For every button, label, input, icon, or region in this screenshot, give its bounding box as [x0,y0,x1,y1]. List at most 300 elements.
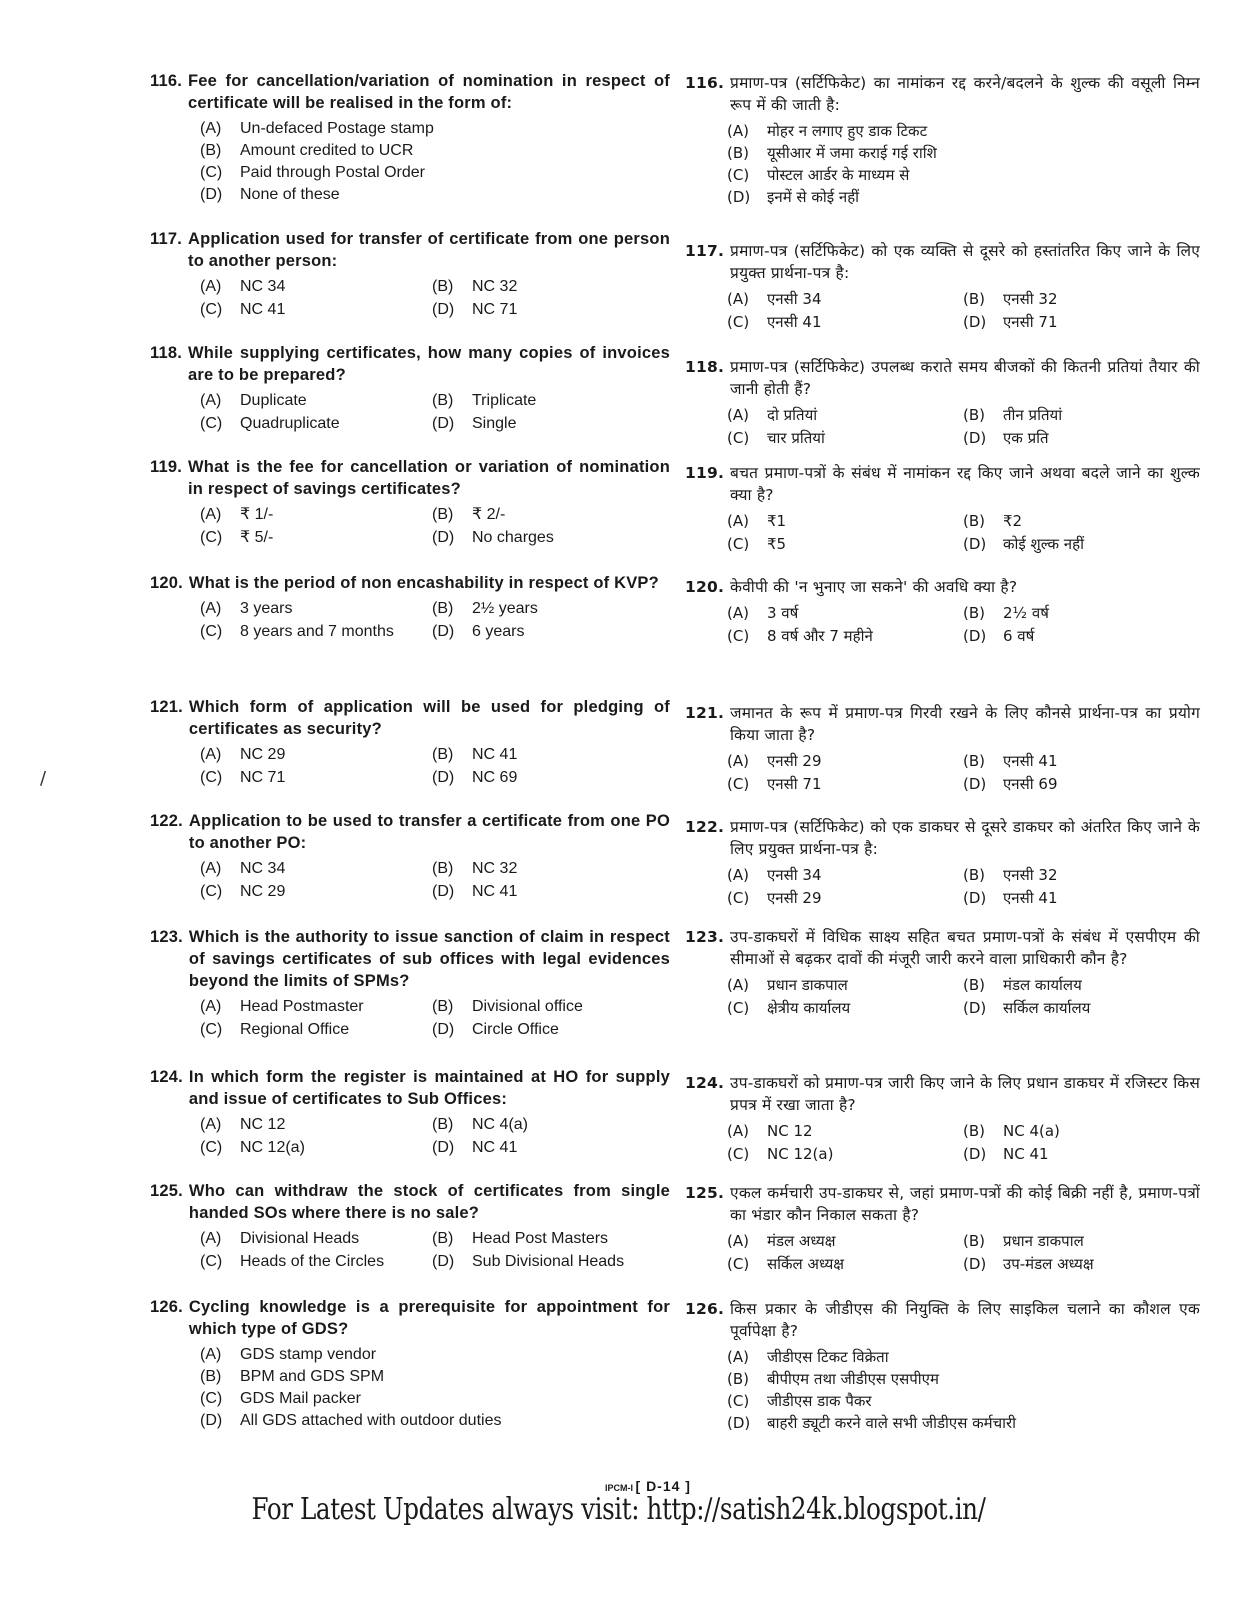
options-group [727,974,1200,1019]
option-text: 2½ years [472,600,538,617]
option-b[interactable] [963,750,1193,772]
option-b[interactable] [432,744,672,766]
option-letter: (D) [727,1414,751,1432]
option-letter: (B) [432,278,454,295]
question-118 [685,356,1200,449]
option-text: NC 4(a) [1003,1122,1060,1140]
option-a[interactable] [200,1114,432,1136]
option-letter: (A) [200,506,222,523]
options-group [727,404,1200,449]
option-c[interactable] [200,527,432,549]
option-d[interactable] [727,1412,1200,1434]
question-number: 119. [150,458,183,476]
option-c[interactable] [200,1251,432,1273]
option-d[interactable] [963,625,1193,647]
option-text: इनमें से कोई नहीं [767,188,860,206]
question-stem [685,576,1200,598]
question-stem [150,696,670,740]
question-stem [685,72,1200,116]
option-letter: (A) [200,1116,222,1133]
question-124 [150,1066,670,1159]
option-text: उप-मंडल अध्यक्ष [1003,1255,1094,1273]
option-c[interactable] [200,621,432,643]
option-text: पोस्टल आर्डर के माध्यम से [767,166,910,184]
option-d[interactable] [963,427,1193,449]
question-122 [685,816,1200,909]
option-a[interactable] [200,1344,670,1366]
option-text: Head Postmaster [240,998,364,1015]
option-letter: (B) [432,600,454,617]
option-letter: (B) [200,142,222,159]
option-d[interactable] [963,311,1193,333]
option-text: मंडल कार्यालय [1003,976,1082,994]
question-text: Which is the authority to issue sanction of claim in respect of savings certificates of sub offices with legal evidences beyond the limits of SPMs? [188,928,670,990]
option-letter: (B) [432,746,454,763]
option-text: NC 71 [472,301,518,318]
option-b[interactable] [432,1114,672,1136]
option-text: 6 वर्ष [1003,627,1035,645]
option-a[interactable] [727,404,963,426]
options-group [727,1346,1200,1434]
option-letter: (C) [200,164,223,181]
option-text: एनसी 32 [1003,866,1058,884]
question-text: Which form of application will be used for pledging of certificates as security? [188,698,670,738]
question-number: 117. [685,242,725,260]
option-c[interactable] [727,1143,963,1165]
option-letter: (A) [727,752,749,770]
option-b[interactable] [432,276,672,298]
option-d[interactable] [432,413,672,435]
option-text: एनसी 71 [1003,313,1058,331]
option-text: Heads of the Circles [240,1253,385,1270]
option-b[interactable] [432,504,672,526]
question-text: बचत प्रमाण-पत्रों के संबंध में नामांकन रद्द किए जाने अथवा बदले जाने का शुल्क क्या है? [730,464,1200,504]
option-text: NC 41 [472,883,518,900]
option-letter: (B) [963,976,985,994]
option-letter: (D) [432,415,455,432]
option-a[interactable] [727,1120,963,1142]
option-letter: (B) [727,144,749,162]
option-letter: (C) [200,769,223,786]
option-c[interactable] [727,311,963,333]
option-text: None of these [240,186,340,203]
option-letter: (C) [727,166,750,184]
option-letter: (A) [727,290,749,308]
option-text: ₹5 [767,535,787,553]
option-text: NC 71 [240,769,286,786]
options-group [200,1228,670,1273]
option-text: बीपीएम तथा जीडीएस एसपीएम [767,1370,939,1388]
option-text: NC 41 [1003,1145,1049,1163]
option-d[interactable] [963,887,1193,909]
options-group [727,602,1200,647]
question-number: 124. [685,1074,725,1092]
option-b[interactable] [432,598,672,620]
question-text: प्रमाण-पत्र (सर्टिफिकेट) उपलब्ध कराते समय बीजकों की कितनी प्रतियां तैयार की जानी होती हैं? [730,358,1200,398]
option-text: NC 41 [472,746,518,763]
question-text: Who can withdraw the stock of certificates from single handed SOs where there is no sale? [188,1182,670,1222]
option-letter: (A) [200,278,222,295]
option-text: 6 years [472,623,525,640]
question-118 [150,342,670,435]
option-a[interactable] [727,510,963,532]
question-stem [150,926,670,992]
option-b[interactable] [963,1230,1193,1252]
option-letter: (B) [963,752,985,770]
option-letter: (C) [200,301,223,318]
option-b[interactable] [727,142,1200,164]
option-b[interactable] [963,864,1193,886]
options-group [200,276,670,321]
option-a[interactable] [200,118,670,140]
option-text: एनसी 69 [1003,775,1058,793]
question-stem [150,572,670,594]
option-a[interactable] [200,390,432,412]
option-c[interactable] [727,773,963,795]
question-number: 118. [685,358,725,376]
option-letter: (B) [963,290,985,308]
option-text: NC 41 [240,301,286,318]
option-text: NC 12(a) [767,1145,834,1163]
option-text: कोई शुल्क नहीं [1003,535,1084,553]
question-text: उप-डाकघरों में विधिक साक्ष्य सहित बचत प्रमाण-पत्रों के संबंध में एसपीएम की सीमाओं से बढ़कर दावों की मंजूरी जारी करने वाला प्राधिकारी कौन है? [730,928,1200,968]
question-117 [150,228,670,321]
option-d[interactable] [432,621,672,643]
option-b[interactable] [200,1366,670,1388]
question-number: 117. [150,230,183,248]
option-text: एनसी 41 [1003,752,1058,770]
question-text: उप-डाकघरों को प्रमाण-पत्र जारी किए जाने के लिए प्रधान डाकघर में रजिस्टर किस प्रपत्र में रखा जाता है? [730,1074,1200,1114]
question-text: केवीपी की 'न भुनाए जा सकने' की अवधि क्या है? [730,578,1018,596]
option-letter: (D) [963,775,987,793]
question-text: किस प्रकार के जीडीएस की नियुक्ति के लिए साइकिल चलाने का कौशल एक पूर्वापेक्षा है? [730,1300,1200,1340]
option-a[interactable] [727,288,963,310]
question-125 [150,1180,670,1273]
option-letter: (D) [727,188,751,206]
option-text: NC 34 [240,278,286,295]
option-letter: (C) [200,1390,223,1407]
options-group [727,1120,1200,1165]
option-letter: (C) [200,1139,223,1156]
options-group [200,744,670,789]
question-text: प्रमाण-पत्र (सर्टिफिकेट) को एक व्यक्ति से दूसरे को हस्तांतरित किए जाने के लिए प्रयुक्त प्रार्थना-पत्र है: [730,242,1200,282]
question-number: 119. [685,464,725,482]
option-a[interactable] [200,744,432,766]
option-letter: (D) [963,627,987,645]
option-letter: (C) [200,1253,223,1270]
option-c[interactable] [200,767,432,789]
option-a[interactable] [200,996,432,1018]
option-text: ₹ 5/- [240,529,274,546]
option-letter: (B) [432,392,454,409]
option-text: NC 32 [472,278,518,295]
question-text: While supplying certificates, how many copies of invoices are to be prepared? [188,344,670,384]
option-letter: (C) [200,529,223,546]
option-letter: (B) [963,866,985,884]
question-124 [685,1072,1200,1165]
option-letter: (D) [963,1145,987,1163]
question-number: 123. [150,928,183,946]
option-c[interactable] [200,299,432,321]
option-a[interactable] [200,598,432,620]
option-letter: (D) [963,1255,987,1273]
option-d[interactable] [432,527,672,549]
options-group [727,288,1200,333]
option-letter: (C) [727,535,750,553]
option-text: तीन प्रतियां [1003,406,1063,424]
question-number: 121. [685,704,725,722]
option-b[interactable] [963,404,1193,426]
option-c[interactable] [200,413,432,435]
option-text: जीडीएस डाक पैकर [767,1392,872,1410]
question-stem [150,228,670,272]
option-text: ₹ 1/- [240,506,274,523]
question-119 [150,456,670,549]
option-c[interactable] [200,881,432,903]
options-group [200,504,670,549]
option-d[interactable] [727,186,1200,208]
option-a[interactable] [727,974,963,996]
option-text: All GDS attached with outdoor duties [240,1412,502,1429]
option-d[interactable] [963,1143,1193,1165]
options-group [200,858,670,903]
option-text: Head Post Masters [472,1230,609,1247]
option-text: एनसी 41 [1003,889,1058,907]
option-letter: (C) [727,775,750,793]
option-b[interactable] [432,1228,672,1250]
option-letter: (D) [200,1412,223,1429]
option-a[interactable] [727,120,1200,142]
option-text: ₹1 [767,512,787,530]
question-stem [150,70,670,114]
question-stem [685,816,1200,860]
question-stem [685,702,1200,746]
question-number: 126. [685,1300,725,1318]
option-c[interactable] [200,162,670,184]
options-group [727,1230,1200,1275]
option-a[interactable] [727,864,963,886]
question-text: What is the period of non encashability in respect of KVP? [188,574,659,592]
option-letter: (D) [432,883,455,900]
option-text: NC 29 [240,746,286,763]
option-c[interactable] [727,1390,1200,1412]
option-c[interactable] [727,887,963,909]
option-letter: (D) [432,1253,455,1270]
option-text: एनसी 34 [767,290,822,308]
question-stem [150,1066,670,1110]
option-a[interactable] [727,602,963,624]
question-text: What is the fee for cancellation or variation of nomination in respect of savings certificates? [188,458,670,498]
option-b[interactable] [963,288,1193,310]
option-letter: (B) [432,998,454,1015]
option-letter: (D) [963,999,987,1017]
option-letter: (B) [963,512,985,530]
option-letter: (D) [432,301,455,318]
question-stem [150,810,670,854]
option-letter: (B) [963,604,985,622]
option-letter: (C) [727,1145,750,1163]
option-text: Sub Divisional Heads [472,1253,625,1270]
question-number: 122. [150,812,183,830]
option-c[interactable] [727,164,1200,186]
option-letter: (C) [727,1255,750,1273]
option-text: NC 32 [472,860,518,877]
option-c[interactable] [727,427,963,449]
option-d[interactable] [200,1410,670,1432]
option-text: BPM and GDS SPM [240,1368,385,1385]
options-group [200,1344,670,1432]
option-b[interactable] [963,1120,1193,1142]
question-stem [685,926,1200,970]
option-b[interactable] [432,996,672,1018]
option-text: Amount credited to UCR [240,142,414,159]
option-letter: (D) [200,186,223,203]
option-letter: (B) [727,1370,749,1388]
option-text: NC 12 [240,1116,286,1133]
option-text: NC 12(a) [240,1139,305,1156]
option-a[interactable] [200,1228,432,1250]
question-stem [150,456,670,500]
option-text: Triplicate [472,392,537,409]
option-letter: (C) [200,1021,223,1038]
option-text: 3 वर्ष [767,604,799,622]
option-text: NC 41 [472,1139,518,1156]
option-letter: (B) [432,1230,454,1247]
option-d[interactable] [432,767,672,789]
question-number: 120. [685,578,725,596]
option-text: Single [472,415,517,432]
question-120 [685,576,1200,647]
option-d[interactable] [200,184,670,206]
question-text: प्रमाण-पत्र (सर्टिफिकेट) का नामांकन रद्द करने/बदलने के शुल्क की वसूली निम्न रूप में की जाती है: [730,74,1200,114]
option-letter: (C) [727,889,750,907]
option-text: क्षेत्रीय कार्यालय [767,999,851,1017]
option-text: Un-defaced Postage stamp [240,120,434,137]
option-d[interactable] [432,299,672,321]
option-letter: (B) [432,1116,454,1133]
option-c[interactable] [727,533,963,555]
option-text: एनसी 71 [767,775,822,793]
question-text: Cycling knowledge is a prerequisite for appointment for which type of GDS? [188,1298,670,1338]
question-number: 125. [685,1184,725,1202]
option-letter: (A) [200,120,222,137]
question-text: Application used for transfer of certificate from one person to another person: [188,230,670,270]
option-b[interactable] [727,1368,1200,1390]
option-a[interactable] [727,750,963,772]
option-c[interactable] [727,1253,963,1275]
question-number: 125. [150,1182,183,1200]
question-126 [150,1296,670,1432]
option-d[interactable] [432,1251,672,1273]
option-a[interactable] [727,1230,963,1252]
question-number: 118. [150,344,183,362]
question-stem [685,1072,1200,1116]
question-text: Fee for cancellation/variation of nomination in respect of certificate will be realised in the form of: [188,72,670,112]
option-d[interactable] [963,997,1193,1019]
option-c[interactable] [727,625,963,647]
option-d[interactable] [432,1019,672,1041]
option-letter: (A) [727,512,749,530]
option-b[interactable] [432,390,672,412]
page-label: [ D-14 ] [635,1478,691,1494]
question-number: 116. [685,74,725,92]
option-b[interactable] [963,602,1193,624]
question-stem [685,356,1200,400]
option-text: Duplicate [240,392,307,409]
option-letter: (A) [200,1346,222,1363]
option-d[interactable] [432,881,672,903]
option-c[interactable] [200,1137,432,1159]
question-text: एकल कर्मचारी उप-डाकघर से, जहां प्रमाण-पत्रों की कोई बिक्री नहीं है, प्रमाण-पत्रों का भंडार कौन निकाल सकता है? [730,1184,1200,1224]
question-text: प्रमाण-पत्र (सर्टिफिकेट) को एक डाकघर से दूसरे डाकघर को अंतरित किए जाने के लिए प्रयुक्त प्रार्थना-पत्र है: [730,818,1200,858]
option-text: NC 12 [767,1122,813,1140]
option-letter: (D) [963,429,987,447]
option-text: NC 34 [240,860,286,877]
option-text: एनसी 29 [767,889,822,907]
option-letter: (C) [727,313,750,331]
option-d[interactable] [963,1253,1193,1275]
option-b[interactable] [963,510,1193,532]
options-group [727,510,1200,555]
option-a[interactable] [727,1346,1200,1368]
option-d[interactable] [963,773,1193,795]
question-number: 124. [150,1068,183,1086]
option-letter: (D) [432,1021,455,1038]
option-text: एनसी 41 [767,313,822,331]
option-letter: (A) [727,406,749,424]
options-group [727,120,1200,208]
option-text: मंडल अध्यक्ष [767,1232,836,1250]
option-b[interactable] [200,140,670,162]
question-number: 122. [685,818,725,836]
question-121 [685,702,1200,795]
option-letter: (B) [963,406,985,424]
options-group [727,864,1200,909]
option-a[interactable] [200,504,432,526]
option-c[interactable] [200,1019,432,1041]
option-text: एनसी 29 [767,752,822,770]
question-number: 120. [150,574,183,592]
option-letter: (D) [963,889,987,907]
option-a[interactable] [200,858,432,880]
option-c[interactable] [727,997,963,1019]
footer-watermark-link[interactable]: For Latest Updates always visit: http://satish24k.blogspot.in/ [251,1492,986,1527]
option-letter: (B) [963,1122,985,1140]
option-c[interactable] [200,1388,670,1410]
question-text: जमानत के रूप में प्रमाण-पत्र गिरवी रखने के लिए कौनसे प्रार्थना-पत्र का प्रयोग किया जाता है? [730,704,1200,744]
option-letter: (C) [727,999,750,1017]
option-b[interactable] [963,974,1193,996]
question-120 [150,572,670,643]
option-text: यूसीआर में जमा कराई गई राशि [767,144,937,162]
option-a[interactable] [200,276,432,298]
option-d[interactable] [963,533,1193,555]
option-letter: (C) [200,415,223,432]
options-group [200,598,670,643]
option-letter: (A) [727,1348,749,1366]
question-stem [685,1298,1200,1342]
option-letter: (A) [200,392,222,409]
option-b[interactable] [432,858,672,880]
option-text: GDS Mail packer [240,1390,361,1407]
option-text: 8 वर्ष और 7 महीने [767,627,873,645]
option-d[interactable] [432,1137,672,1159]
option-letter: (B) [963,1232,985,1250]
option-text: 2½ वर्ष [1003,604,1049,622]
option-text: 8 years and 7 months [240,623,394,640]
question-stem [150,1180,670,1224]
option-text: जीडीएस टिकट विक्रेता [767,1348,889,1366]
